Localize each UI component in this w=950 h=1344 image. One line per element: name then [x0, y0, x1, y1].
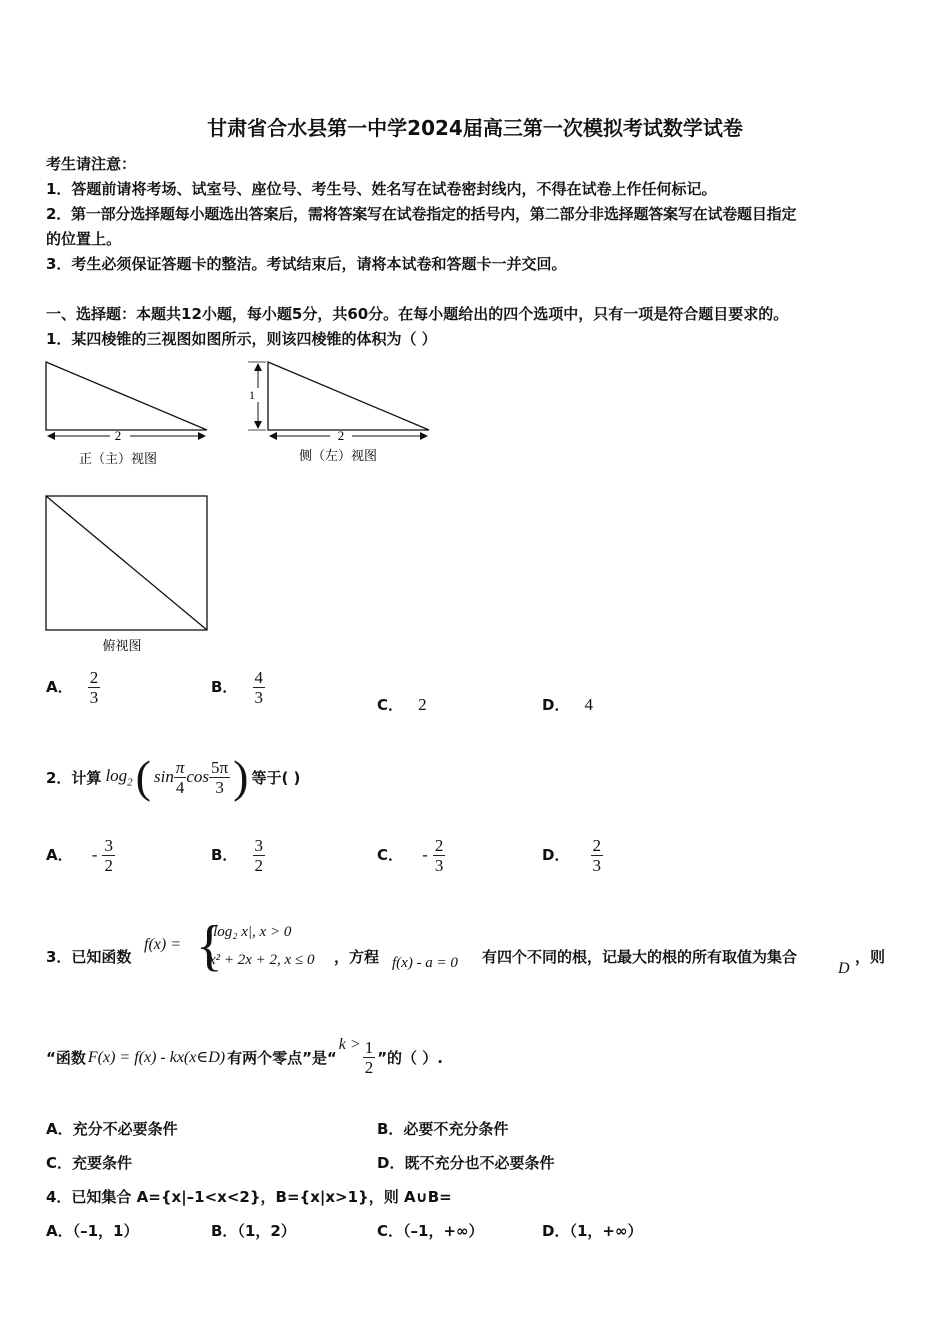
function-Fx: F(x) = f(x) - kx(x∈D): [87, 1049, 226, 1066]
question-4-stem: 4．已知集合 A={x|–1<x<2}，B={x|x>1}，则 A∪B=: [46, 1188, 452, 1206]
fraction-numerator: π: [175, 757, 185, 777]
fraction-numerator: 1: [364, 1037, 374, 1057]
set-d: D: [838, 960, 850, 977]
fraction-numerator: 2: [434, 836, 444, 855]
option-fraction: [433, 836, 446, 875]
option-b[interactable]: B．（1，2）: [211, 1222, 296, 1240]
option-d[interactable]: D．（1，+∞）: [542, 1222, 643, 1240]
fraction-denominator: 3: [254, 688, 264, 707]
piecewise-case-1: |log₂ x|, x > 0: [209, 924, 292, 940]
option-a[interactable]: A．（–1，1）: [46, 1222, 139, 1240]
fraction-denominator: 3: [434, 856, 444, 875]
fraction-denominator: 2: [364, 1057, 374, 1077]
question-2-suffix: 等于( ): [251, 768, 301, 787]
option-fraction: [591, 836, 604, 875]
option-letter: B．: [211, 678, 238, 696]
fivepi-over-3: [209, 758, 230, 797]
function-fx: f(x) =: [144, 936, 181, 953]
option-c[interactable]: C．充要条件: [46, 1154, 133, 1172]
top-view: [46, 496, 207, 630]
fraction-denominator: 4: [175, 777, 185, 797]
fraction-numerator: 3: [254, 836, 264, 855]
option-b[interactable]: B．必要不充分条件: [377, 1120, 509, 1138]
option-d[interactable]: D．既不充分也不必要条件: [377, 1154, 555, 1172]
notice-item: 3．考生必须保证答题卡的整洁。考试结束后，请将本试卷和答题卡一并交回。: [46, 255, 567, 273]
piecewise-brace: {: [196, 915, 223, 977]
option-letter: B．: [211, 846, 238, 864]
piecewise-case-2: x² + 2x + 2, x ≤ 0: [209, 952, 315, 968]
option-d[interactable]: [542, 836, 603, 875]
option-letter: C．: [377, 846, 404, 864]
fraction-numerator: 2: [592, 836, 602, 855]
option-a[interactable]: A．充分不必要条件: [46, 1120, 178, 1138]
notice-item: 2．第一部分选择题每小题选出答案后，需将答案写在试卷指定的括号内，第二部分非选择题答案写在试卷题目指定: [46, 205, 797, 223]
fraction-denominator: 3: [215, 777, 224, 797]
option-value: 2: [418, 695, 427, 714]
log-symbol: log: [105, 765, 128, 785]
question-1-stem: 1．某四棱锥的三视图如图所示，则该四棱锥的体积为（ ）: [46, 330, 437, 348]
fraction-numerator: 3: [104, 836, 113, 855]
option-b[interactable]: [211, 836, 265, 875]
notice-heading: 考生请注意：: [46, 155, 137, 173]
question-3-text: ，方程: [334, 948, 380, 966]
three-view-figure: [0, 350, 460, 660]
front-view-label: 正（主）视图: [78, 451, 158, 466]
option-c[interactable]: C．（–1，+∞）: [377, 1222, 484, 1240]
fraction-denominator: 3: [89, 688, 99, 707]
option-letter: C．: [377, 696, 404, 714]
fraction-numerator: 5π: [211, 757, 229, 777]
option-letter: A．: [46, 678, 73, 696]
question-3-prefix: 3．已知函数: [46, 948, 132, 966]
side-dim-label: 2: [337, 428, 345, 443]
side-view-label: 侧（左）视图: [298, 448, 378, 463]
option-sign: -: [91, 845, 98, 864]
question-2-prefix: 2．计算: [46, 768, 102, 787]
question-3-line-2: [46, 1032, 443, 1082]
side-view: [248, 362, 429, 436]
fraction-denominator: 3: [592, 856, 602, 875]
log-text: [105, 766, 132, 788]
fraction-numerator: 4: [254, 668, 264, 687]
left-paren: (: [135, 751, 151, 802]
fraction-numerator: 2: [89, 668, 99, 687]
cos-text: cos: [186, 767, 210, 786]
top-view-label: 俯视图: [102, 638, 142, 653]
option-fraction: [102, 836, 115, 875]
notice-item: 1．答题前请将考场、试室号、座位号、考生号、姓名写在试卷密封线内，不得在试卷上作任何标记。: [46, 180, 717, 198]
log-base: 2: [127, 776, 133, 789]
half-fraction: [363, 1038, 376, 1077]
option-sign: -: [422, 845, 428, 864]
question-3-text: “函数: [46, 1048, 86, 1067]
option-letter: A．: [46, 846, 73, 864]
sin-text: sin: [154, 767, 174, 786]
question-2-stem: [46, 752, 300, 802]
question-3-text: 有四个不同的根，记最大的根的所有取值为集合: [482, 948, 798, 966]
option-fraction: [253, 668, 266, 707]
option-b[interactable]: [211, 668, 265, 707]
page-title: 甘肃省合水县第一中学2024届高三第一次模拟考试数学试卷: [207, 116, 743, 140]
option-fraction: [88, 668, 101, 707]
question-3-text: 有两个零点”是“: [227, 1048, 337, 1067]
notice-item: 的位置上。: [46, 230, 122, 248]
section-heading: 一、选择题：本题共12小题，每小题5分，共60分。在每小题给出的四个选项中，只有一项是符合题目要求的。: [46, 305, 789, 323]
option-fraction: [253, 836, 266, 875]
side-height-label: 1: [249, 388, 255, 402]
k-greater: k >: [338, 1036, 361, 1053]
option-value: 4: [584, 695, 594, 714]
option-letter: D．: [542, 696, 570, 714]
option-a[interactable]: [46, 836, 115, 875]
front-view: [46, 362, 207, 436]
option-a[interactable]: [46, 668, 100, 707]
front-dim-label: 2: [114, 428, 122, 443]
fraction-denominator: 2: [254, 856, 264, 875]
option-c[interactable]: [377, 694, 427, 715]
pi-over-4: [174, 758, 187, 797]
option-d[interactable]: [542, 694, 593, 715]
option-letter: D．: [542, 846, 570, 864]
right-paren: ): [233, 751, 249, 802]
option-c[interactable]: [377, 836, 445, 875]
question-3-text: ，则: [855, 948, 886, 966]
question-3-text: ”的（ ）.: [377, 1048, 443, 1067]
fraction-denominator: 2: [104, 856, 113, 875]
equation-fx-a: f(x) - a = 0: [392, 955, 458, 971]
